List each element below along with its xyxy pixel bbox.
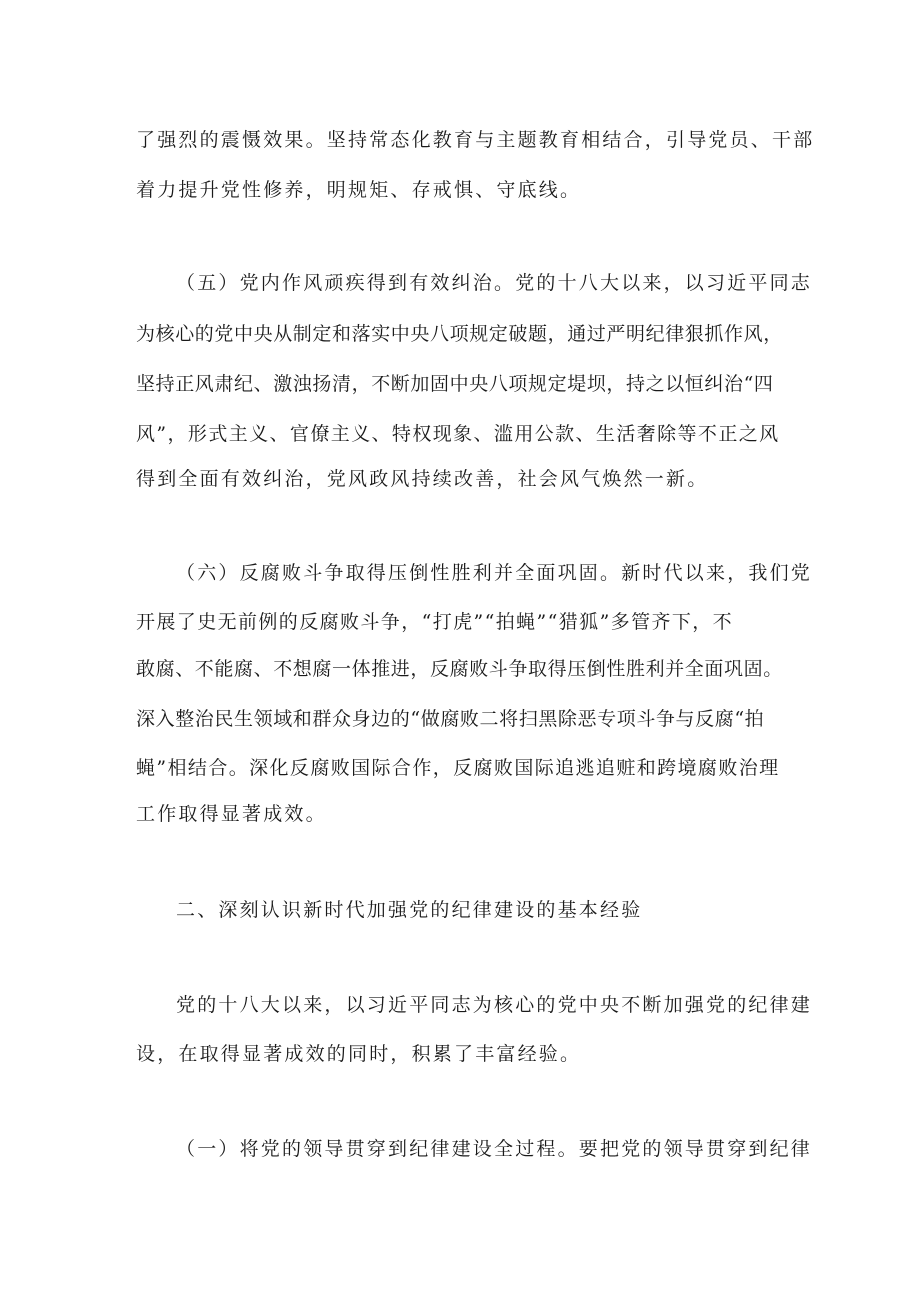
section-heading-2: 二、深刻认识新时代加强党的纪律建设的基本经验 [176, 899, 643, 921]
paragraph-3-line-4: 深入整治民生领域和群众身边的“做腐败二将扫黑除恶专项斗争与反腐“拍 [136, 708, 765, 730]
paragraph-3-line-5: 蝇”相结合。深化反腐败国际合作，反腐败国际追逃追赃和跨境腐败治理 [136, 757, 780, 779]
paragraph-2-line-1: （五）党内作风顽疾得到有效纠治。党的十八大以来，以习近平同志 [176, 272, 813, 294]
paragraph-3-line-1: （六）反腐败斗争取得压倒性胜利并全面巩固。新时代以来，我们党 [176, 562, 813, 584]
paragraph-3-line-2: 开展了史无前例的反腐败斗争，“打虎”“拍蝇”“猎狐”多管齐下，不 [136, 611, 734, 633]
paragraph-2-line-4: 风”，形式主义、官僚主义、特权现象、滥用公款、生活奢除等不正之风 [136, 423, 780, 445]
paragraph-3-line-3: 敢腐、不能腐、不想腐一体推进，反腐败斗争取得压倒性胜利并全面巩固。 [136, 658, 783, 680]
paragraph-2-line-5: 得到全面有效纠治，党风政风持续改善，社会风气焕然一新。 [136, 468, 709, 490]
paragraph-1-line-2: 着力提升党性修养，明规矩、存戒惧、守底线。 [136, 179, 582, 201]
paragraph-2-line-2: 为核心的党中央从制定和落实中央八项规定破题，通过严明纪律狠抓作风， [136, 323, 783, 345]
paragraph-1-line-1: 了强烈的震慑效果。坚持常态化教育与主题教育相结合，引导党员、干部 [136, 129, 815, 151]
paragraph-5-line-1: （一）将党的领导贯穿到纪律建设全过程。要把党的领导贯穿到纪律 [176, 1138, 813, 1160]
paragraph-3-line-6: 工作取得显著成效。 [136, 803, 327, 825]
paragraph-4-line-1: 党的十八大以来，以习近平同志为核心的党中央不断加强党的纪律建 [176, 994, 813, 1016]
paragraph-4-line-2: 设，在取得显著成效的同时，积累了丰富经验。 [136, 1043, 582, 1065]
paragraph-2-line-3: 坚持正风肃纪、激浊扬清，不断加固中央八项规定堤坝，持之以恒纠治“四 [136, 373, 774, 395]
